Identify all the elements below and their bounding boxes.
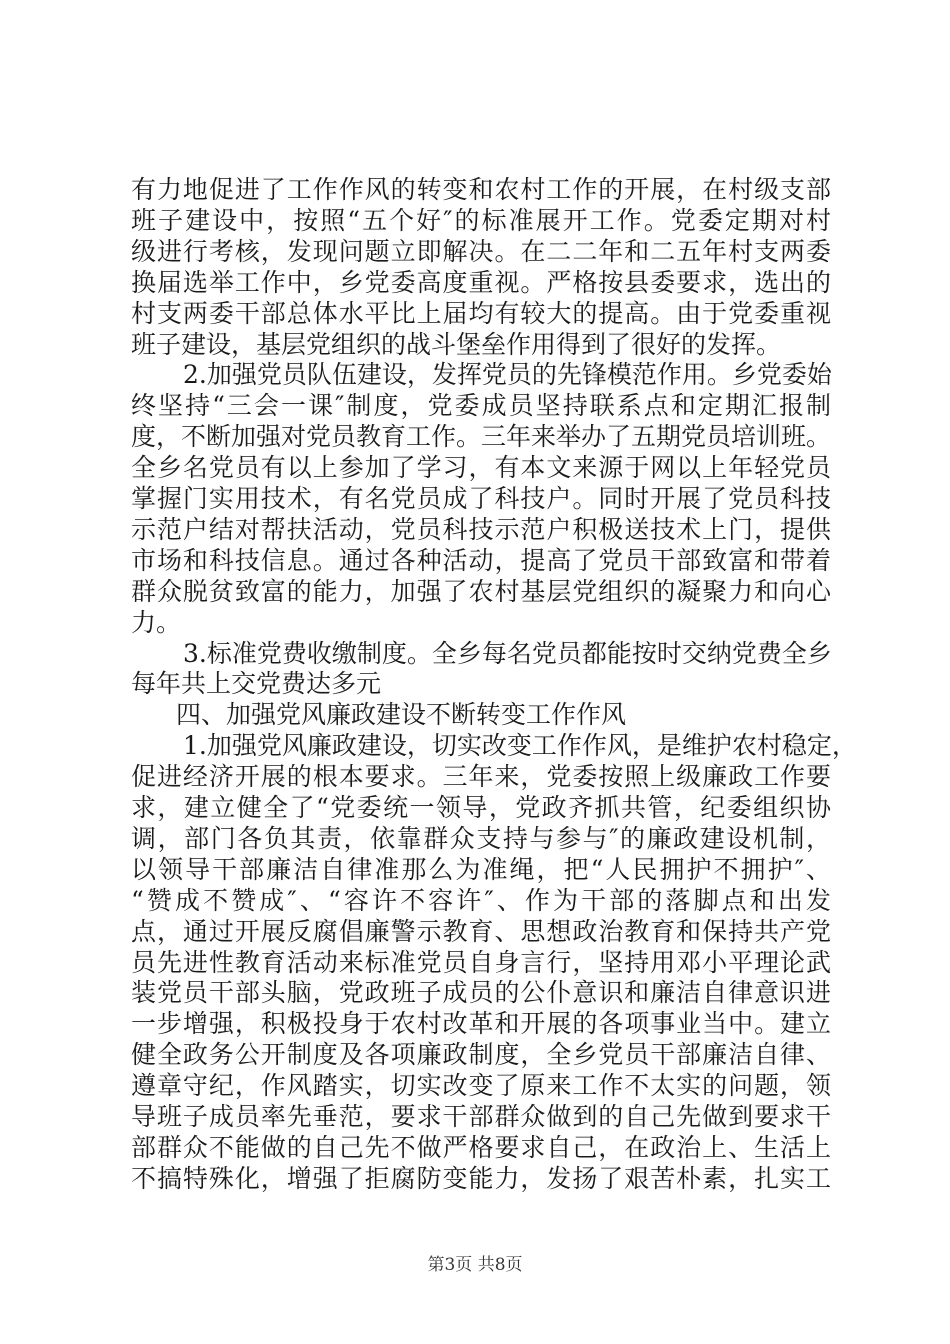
text-line: 3.标准党费收缴制度。全乡每名党员都能按时交纳党费全乡 — [183, 638, 832, 668]
page-number-footer: 第3页 共8页 — [427, 1255, 523, 1275]
text-line: 健全政务公开制度及各项廉政制度，全乡党员干部廉洁自律、 — [131, 1040, 831, 1070]
text-line: “赞成不赞成″、“容许不容许″、作为干部的落脚点和出发 — [131, 885, 831, 915]
text-line: 市场和科技信息。通过各种活动，提高了党员干部致富和带着 — [131, 545, 831, 575]
text-line: 调，部门各负其责，依靠群众支持与参与″的廉政建设机制， — [131, 823, 831, 853]
text-line: 不搞特殊化，增强了拒腐防变能力，发扬了艰苦朴素，扎实工 — [131, 1163, 831, 1193]
text-line: 点，通过开展反腐倡廉警示教育、思想政治教育和保持共产党 — [131, 916, 831, 946]
text-line: 导班子成员率先垂范，要求干部群众做到的自己先做到要求干 — [131, 1102, 831, 1131]
text-line: 一步增强，积极投身于农村改革和开展的各项事业当中。建立 — [131, 1009, 831, 1039]
section-heading: 四、加强党风廉政建设不断转变工作作风 — [176, 700, 627, 730]
text-line: 有力地促进了工作作风的转变和农村工作的开展，在村级支部 — [131, 175, 831, 204]
text-line: 促进经济开展的根本要求。三年来，党委按照上级廉政工作要 — [131, 762, 831, 792]
text-line: 2.加强党员队伍建设，发挥党员的先锋模范作用。乡党委始 — [183, 360, 832, 390]
text-line: 以领导干部廉洁自律准那么为准绳，把“人民拥护不拥护″、 — [131, 854, 831, 884]
text-line: 每年共上交党费达多元 — [131, 669, 382, 699]
text-line: 力。 — [131, 607, 182, 637]
text-line: 掌握门实用技术，有名党员成了科技户。同时开展了党员科技 — [131, 484, 831, 513]
text-line: 示范户结对帮扶活动，党员科技示范户积极送技术上门，提供 — [131, 514, 831, 544]
text-line: 部群众不能做的自己先不做严格要求自己，在政治上、生活上 — [131, 1132, 831, 1162]
text-line: 遵章守纪，作风踏实，切实改变了原来工作不太实的问题，领 — [131, 1071, 831, 1101]
text-line: 级进行考核，发现问题立即解决。在二二年和二五年村支两委 — [131, 236, 831, 266]
text-line: 换届选举工作中，乡党委高度重视。严格按县委要求，选出的 — [131, 267, 831, 297]
text-line: 度，不断加强对党员教育工作。三年来举办了五期党员培训班。 — [131, 422, 832, 452]
text-line: 村支两委干部总体水平比上届均有较大的提高。由于党委重视 — [131, 298, 831, 328]
text-line: 全乡名党员有以上参加了学习，有本文来源于网以上年轻党员 — [131, 453, 831, 483]
text-line: 装党员干部头脑，党政班子成员的公仆意识和廉洁自律意识进 — [131, 978, 831, 1008]
text-line: 求，建立健全了“党委统一领导，党政齐抓共管，纪委组织协 — [131, 793, 831, 822]
text-line: 1.加强党风廉政建设，切实改变工作作风，是维护农村稳定， — [183, 731, 857, 761]
text-line: 班子建设中，按照“五个好″的标准展开工作。党委定期对村 — [131, 205, 831, 235]
text-line: 班子建设，基层党组织的战斗堡垒作用得到了很好的发挥。 — [131, 329, 782, 359]
text-line: 群众脱贫致富的能力，加强了农村基层党组织的凝聚力和向心 — [131, 576, 831, 606]
text-line: 终坚持“三会一课″制度，党委成员坚持联系点和定期汇报制 — [131, 391, 831, 421]
text-line: 员先进性教育活动来标准党员自身言行，坚持用邓小平理论武 — [131, 947, 831, 977]
